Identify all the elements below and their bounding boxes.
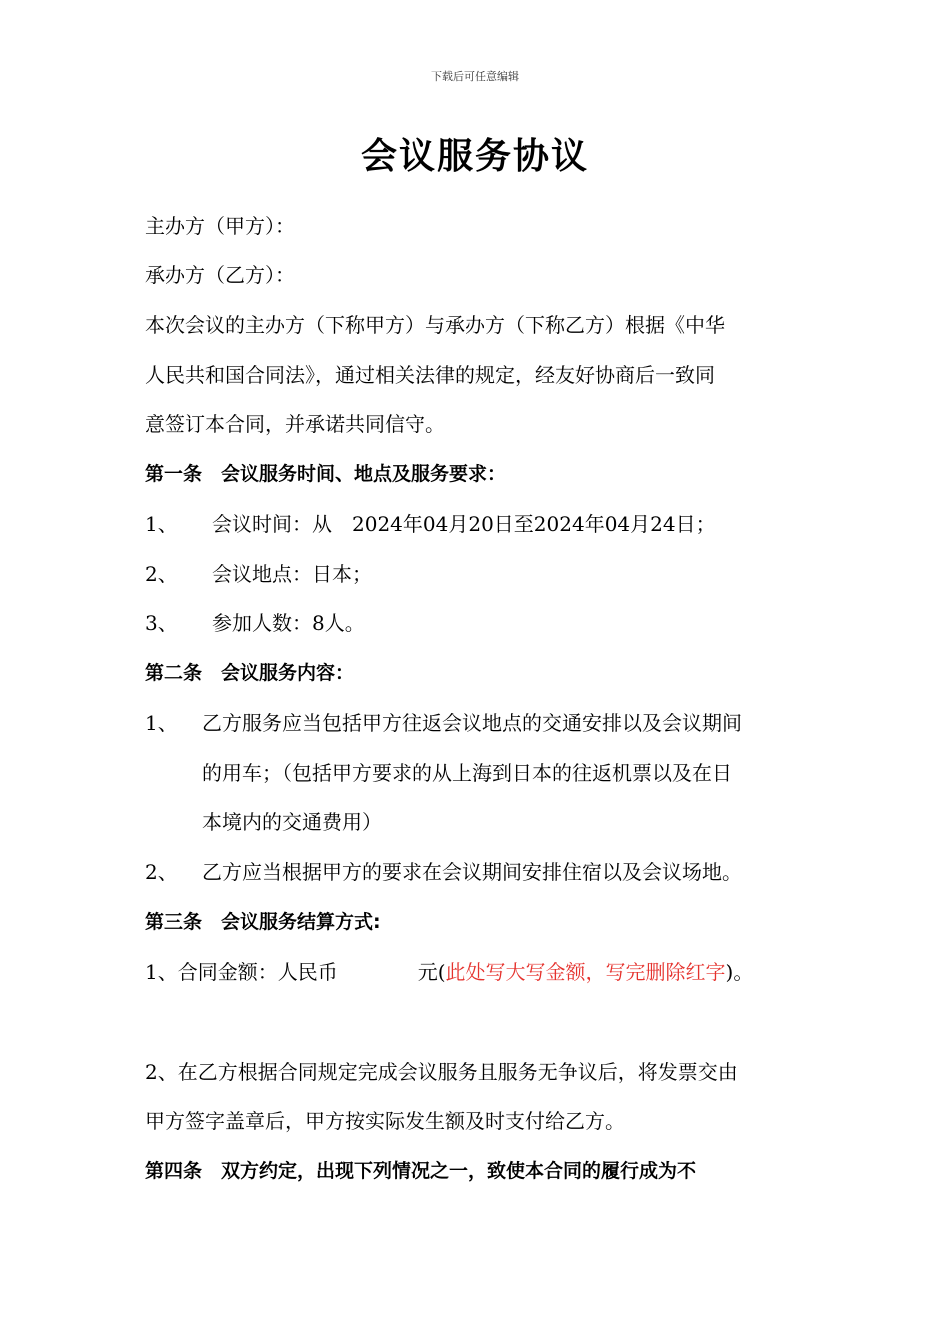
amount-prefix: 1、合同金额：人民币 <box>145 960 338 984</box>
item-text: 会议地点：日本； <box>212 562 372 586</box>
article4-heading: 第四条 双方约定，出现下列情况之一，致使本合同的履行成为不 <box>145 1160 697 1182</box>
article1-item-2 <box>145 560 372 588</box>
item-text: 会议时间：从 2024年04月20日至2024年04月24日； <box>212 512 716 536</box>
amount-suffix: )。 <box>725 960 754 984</box>
article1-heading: 第一条 会议服务时间、地点及服务要求： <box>145 463 507 485</box>
document-title: 会议服务协议 <box>360 136 589 177</box>
item-text: 乙方应当根据甲方的要求在会议期间安排住宿以及会议场地。 <box>202 860 742 884</box>
item-text: 乙方服务应当包括甲方往返会议地点的交通安排以及会议期间 <box>202 711 742 735</box>
payment-line-1: 2、在乙方根据合同规定完成会议服务且服务无争议后，将发票交由 <box>145 1060 738 1084</box>
amount-red-note: 此处写大写金额，写完删除红字 <box>445 960 726 984</box>
intro-line-2: 人民共和国合同法》，通过相关法律的规定，经友好协商后一致同 <box>145 363 715 387</box>
article2-item-1-line-2: 的用车；（包括甲方要求的从上海到日本的往返机票以及在日 <box>202 761 732 785</box>
item-number: 1、 <box>145 512 178 536</box>
article2-item-1-line-3: 本境内的交通费用） <box>202 810 382 834</box>
article1-item-3 <box>145 609 365 637</box>
amount-unit: 元( <box>417 960 446 984</box>
item-text: 参加人数：8人。 <box>212 611 365 635</box>
header-note: 下载后可任意编辑 <box>431 70 519 83</box>
item-number: 3、 <box>145 611 178 635</box>
article2-item-1-line-1 <box>145 709 742 737</box>
article3-heading: 第三条 会议服务结算方式: <box>145 911 381 933</box>
item-number: 1、 <box>145 711 178 735</box>
item-number: 2、 <box>145 860 178 884</box>
article2-item-2 <box>145 858 742 886</box>
intro-line-3: 意签订本合同，并承诺共同信守。 <box>145 412 445 436</box>
party-a-line: 主办方（甲方）： <box>145 214 295 238</box>
article1-item-1 <box>145 510 716 538</box>
party-b-line: 承办方（乙方）： <box>145 263 295 287</box>
article2-heading: 第二条 会议服务内容： <box>145 662 355 684</box>
payment-line-2: 甲方签字盖章后，甲方按实际发生额及时支付给乙方。 <box>145 1109 625 1133</box>
intro-line-1: 本次会议的主办方（下称甲方）与承办方（下称乙方）根据《中华 <box>145 313 725 337</box>
contract-amount-line <box>145 958 753 986</box>
item-number: 2、 <box>145 562 178 586</box>
